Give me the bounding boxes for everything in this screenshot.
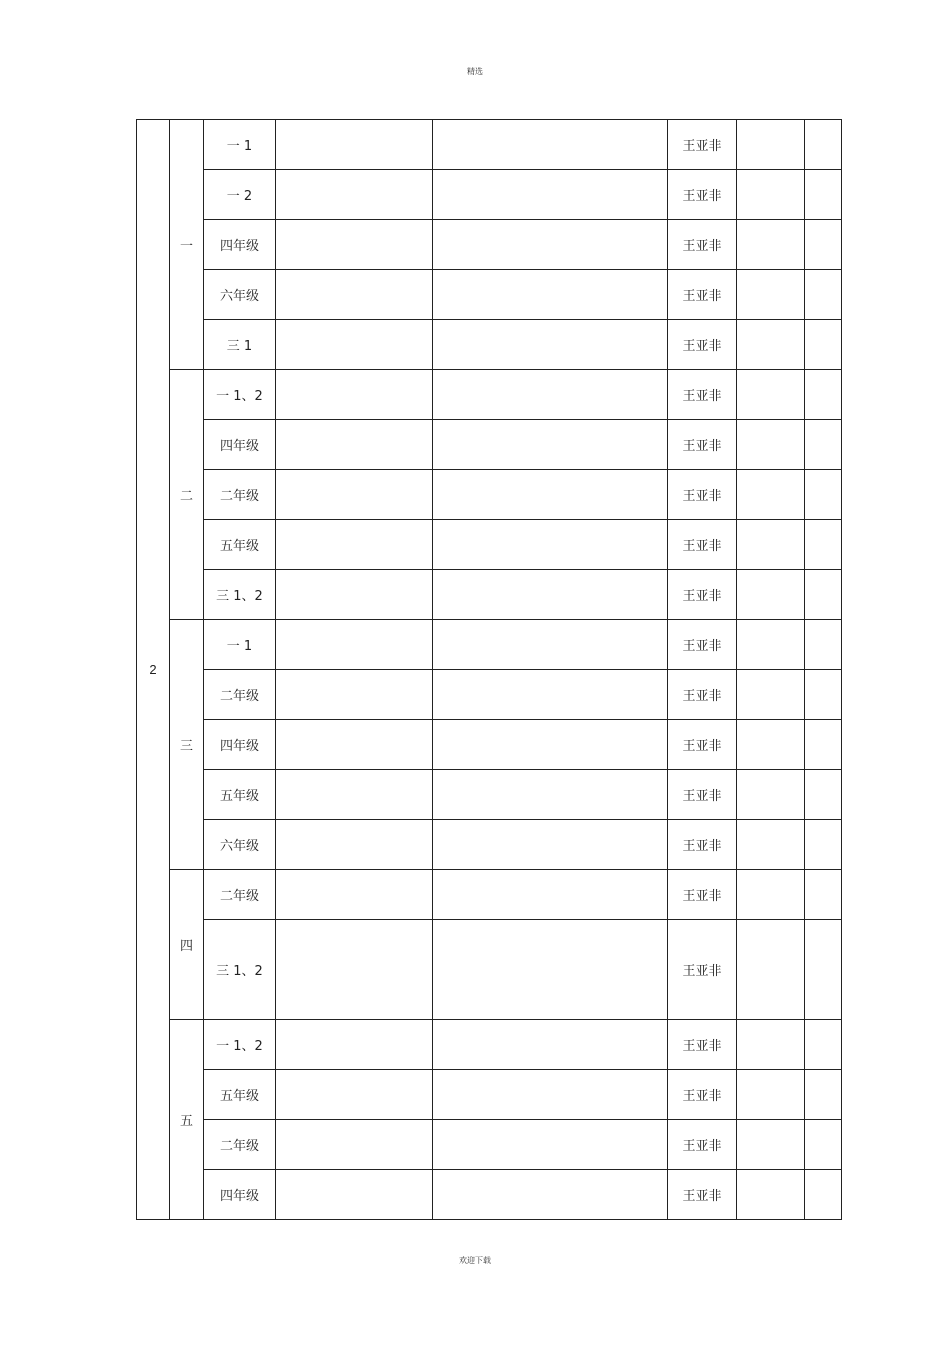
empty-cell bbox=[737, 120, 805, 170]
class-cell: 四年级 bbox=[204, 220, 276, 270]
empty-cell bbox=[805, 1070, 842, 1120]
empty-cell bbox=[433, 320, 668, 370]
empty-cell bbox=[737, 670, 805, 720]
teacher-cell: 王亚非 bbox=[668, 1020, 737, 1070]
class-cell: 四年级 bbox=[204, 1170, 276, 1220]
empty-cell bbox=[276, 470, 433, 520]
empty-cell bbox=[433, 1170, 668, 1220]
table-row bbox=[137, 470, 842, 520]
class-cell: 一 1、2 bbox=[204, 370, 276, 420]
table-row bbox=[137, 120, 842, 170]
page-header: 精选 bbox=[467, 67, 483, 76]
day-cell: 四 bbox=[170, 870, 204, 1020]
teacher-cell: 王亚非 bbox=[668, 520, 737, 570]
empty-cell bbox=[433, 720, 668, 770]
empty-cell bbox=[433, 770, 668, 820]
table-row bbox=[137, 1020, 842, 1070]
table-row bbox=[137, 570, 842, 620]
teacher-cell: 王亚非 bbox=[668, 120, 737, 170]
class-cell: 五年级 bbox=[204, 520, 276, 570]
day-cell: 三 bbox=[170, 620, 204, 870]
class-cell: 五年级 bbox=[204, 770, 276, 820]
table-row bbox=[137, 820, 842, 870]
empty-cell bbox=[805, 270, 842, 320]
class-cell: 一 1、2 bbox=[204, 1020, 276, 1070]
empty-cell bbox=[276, 120, 433, 170]
table-row bbox=[137, 370, 842, 420]
teacher-cell: 王亚非 bbox=[668, 220, 737, 270]
empty-cell bbox=[433, 1020, 668, 1070]
class-cell: 三 1、2 bbox=[204, 570, 276, 620]
empty-cell bbox=[433, 1120, 668, 1170]
empty-cell bbox=[276, 570, 433, 620]
empty-cell bbox=[433, 170, 668, 220]
empty-cell bbox=[737, 1070, 805, 1120]
empty-cell bbox=[737, 220, 805, 270]
empty-cell bbox=[805, 120, 842, 170]
teacher-cell: 王亚非 bbox=[668, 270, 737, 320]
empty-cell bbox=[433, 670, 668, 720]
empty-cell bbox=[805, 170, 842, 220]
teacher-cell: 王亚非 bbox=[668, 320, 737, 370]
empty-cell bbox=[737, 370, 805, 420]
empty-cell bbox=[737, 420, 805, 470]
teacher-cell: 王亚非 bbox=[668, 570, 737, 620]
empty-cell bbox=[737, 1120, 805, 1170]
empty-cell bbox=[805, 370, 842, 420]
empty-cell bbox=[805, 320, 842, 370]
empty-cell bbox=[737, 720, 805, 770]
table-row bbox=[137, 270, 842, 320]
class-cell: 六年级 bbox=[204, 820, 276, 870]
empty-cell bbox=[276, 920, 433, 1020]
empty-cell bbox=[737, 920, 805, 1020]
day-cell: 一 bbox=[170, 120, 204, 370]
empty-cell bbox=[433, 120, 668, 170]
empty-cell bbox=[276, 1020, 433, 1070]
teacher-cell: 王亚非 bbox=[668, 370, 737, 420]
empty-cell bbox=[737, 1170, 805, 1220]
teacher-cell: 王亚非 bbox=[668, 770, 737, 820]
empty-cell bbox=[805, 420, 842, 470]
empty-cell bbox=[737, 820, 805, 870]
class-cell: 五年级 bbox=[204, 1070, 276, 1120]
empty-cell bbox=[805, 870, 842, 920]
table-row bbox=[137, 170, 842, 220]
class-cell: 二年级 bbox=[204, 670, 276, 720]
empty-cell bbox=[737, 1020, 805, 1070]
empty-cell bbox=[276, 370, 433, 420]
class-cell: 二年级 bbox=[204, 470, 276, 520]
class-cell: 四年级 bbox=[204, 420, 276, 470]
empty-cell bbox=[276, 1170, 433, 1220]
empty-cell bbox=[805, 1120, 842, 1170]
empty-cell bbox=[805, 770, 842, 820]
empty-cell bbox=[805, 1170, 842, 1220]
empty-cell bbox=[276, 720, 433, 770]
table-row bbox=[137, 920, 842, 1020]
week-number-cell: 2 bbox=[137, 120, 170, 1220]
table-row bbox=[137, 1170, 842, 1220]
empty-cell bbox=[276, 270, 433, 320]
teacher-cell: 王亚非 bbox=[668, 470, 737, 520]
page-footer: 欢迎下载 bbox=[459, 1256, 491, 1265]
empty-cell bbox=[276, 670, 433, 720]
empty-cell bbox=[433, 1070, 668, 1120]
day-cell: 五 bbox=[170, 1020, 204, 1220]
teacher-cell: 王亚非 bbox=[668, 670, 737, 720]
empty-cell bbox=[276, 770, 433, 820]
table-row bbox=[137, 320, 842, 370]
teacher-cell: 王亚非 bbox=[668, 1120, 737, 1170]
teacher-cell: 王亚非 bbox=[668, 720, 737, 770]
empty-cell bbox=[276, 870, 433, 920]
empty-cell bbox=[737, 470, 805, 520]
empty-cell bbox=[737, 770, 805, 820]
empty-cell bbox=[433, 370, 668, 420]
empty-cell bbox=[805, 820, 842, 870]
empty-cell bbox=[276, 170, 433, 220]
teacher-cell: 王亚非 bbox=[668, 420, 737, 470]
empty-cell bbox=[737, 570, 805, 620]
empty-cell bbox=[737, 870, 805, 920]
empty-cell bbox=[276, 1120, 433, 1170]
empty-cell bbox=[805, 620, 842, 670]
empty-cell bbox=[433, 470, 668, 520]
empty-cell bbox=[276, 320, 433, 370]
empty-cell bbox=[433, 920, 668, 1020]
day-cell: 二 bbox=[170, 370, 204, 620]
teacher-cell: 王亚非 bbox=[668, 620, 737, 670]
table-row bbox=[137, 720, 842, 770]
schedule-body bbox=[137, 120, 842, 1220]
empty-cell bbox=[737, 620, 805, 670]
table-row bbox=[137, 870, 842, 920]
empty-cell bbox=[737, 320, 805, 370]
empty-cell bbox=[433, 420, 668, 470]
empty-cell bbox=[433, 520, 668, 570]
class-cell: 一 1 bbox=[204, 120, 276, 170]
table-row bbox=[137, 520, 842, 570]
empty-cell bbox=[433, 870, 668, 920]
empty-cell bbox=[433, 220, 668, 270]
empty-cell bbox=[805, 1020, 842, 1070]
empty-cell bbox=[805, 920, 842, 1020]
empty-cell bbox=[805, 470, 842, 520]
empty-cell bbox=[276, 820, 433, 870]
empty-cell bbox=[276, 1070, 433, 1120]
schedule-table bbox=[136, 119, 842, 1220]
teacher-cell: 王亚非 bbox=[668, 170, 737, 220]
class-cell: 六年级 bbox=[204, 270, 276, 320]
teacher-cell: 王亚非 bbox=[668, 820, 737, 870]
empty-cell bbox=[276, 620, 433, 670]
class-cell: 三 1、2 bbox=[204, 920, 276, 1020]
class-cell: 一 2 bbox=[204, 170, 276, 220]
teacher-cell: 王亚非 bbox=[668, 1070, 737, 1120]
empty-cell bbox=[276, 520, 433, 570]
empty-cell bbox=[433, 620, 668, 670]
empty-cell bbox=[805, 520, 842, 570]
empty-cell bbox=[276, 420, 433, 470]
table-row bbox=[137, 1070, 842, 1120]
class-cell: 二年级 bbox=[204, 870, 276, 920]
teacher-cell: 王亚非 bbox=[668, 870, 737, 920]
teacher-cell: 王亚非 bbox=[668, 1170, 737, 1220]
empty-cell bbox=[805, 220, 842, 270]
empty-cell bbox=[433, 820, 668, 870]
table-row bbox=[137, 1120, 842, 1170]
class-cell: 一 1 bbox=[204, 620, 276, 670]
empty-cell bbox=[805, 570, 842, 620]
table-row bbox=[137, 420, 842, 470]
empty-cell bbox=[737, 520, 805, 570]
table-row bbox=[137, 770, 842, 820]
teacher-cell: 王亚非 bbox=[668, 920, 737, 1020]
table-row bbox=[137, 220, 842, 270]
empty-cell bbox=[276, 220, 433, 270]
table-row bbox=[137, 670, 842, 720]
empty-cell bbox=[433, 570, 668, 620]
class-cell: 四年级 bbox=[204, 720, 276, 770]
class-cell: 三 1 bbox=[204, 320, 276, 370]
table-row bbox=[137, 620, 842, 670]
empty-cell bbox=[805, 720, 842, 770]
empty-cell bbox=[737, 170, 805, 220]
empty-cell bbox=[433, 270, 668, 320]
class-cell: 二年级 bbox=[204, 1120, 276, 1170]
empty-cell bbox=[805, 670, 842, 720]
empty-cell bbox=[737, 270, 805, 320]
